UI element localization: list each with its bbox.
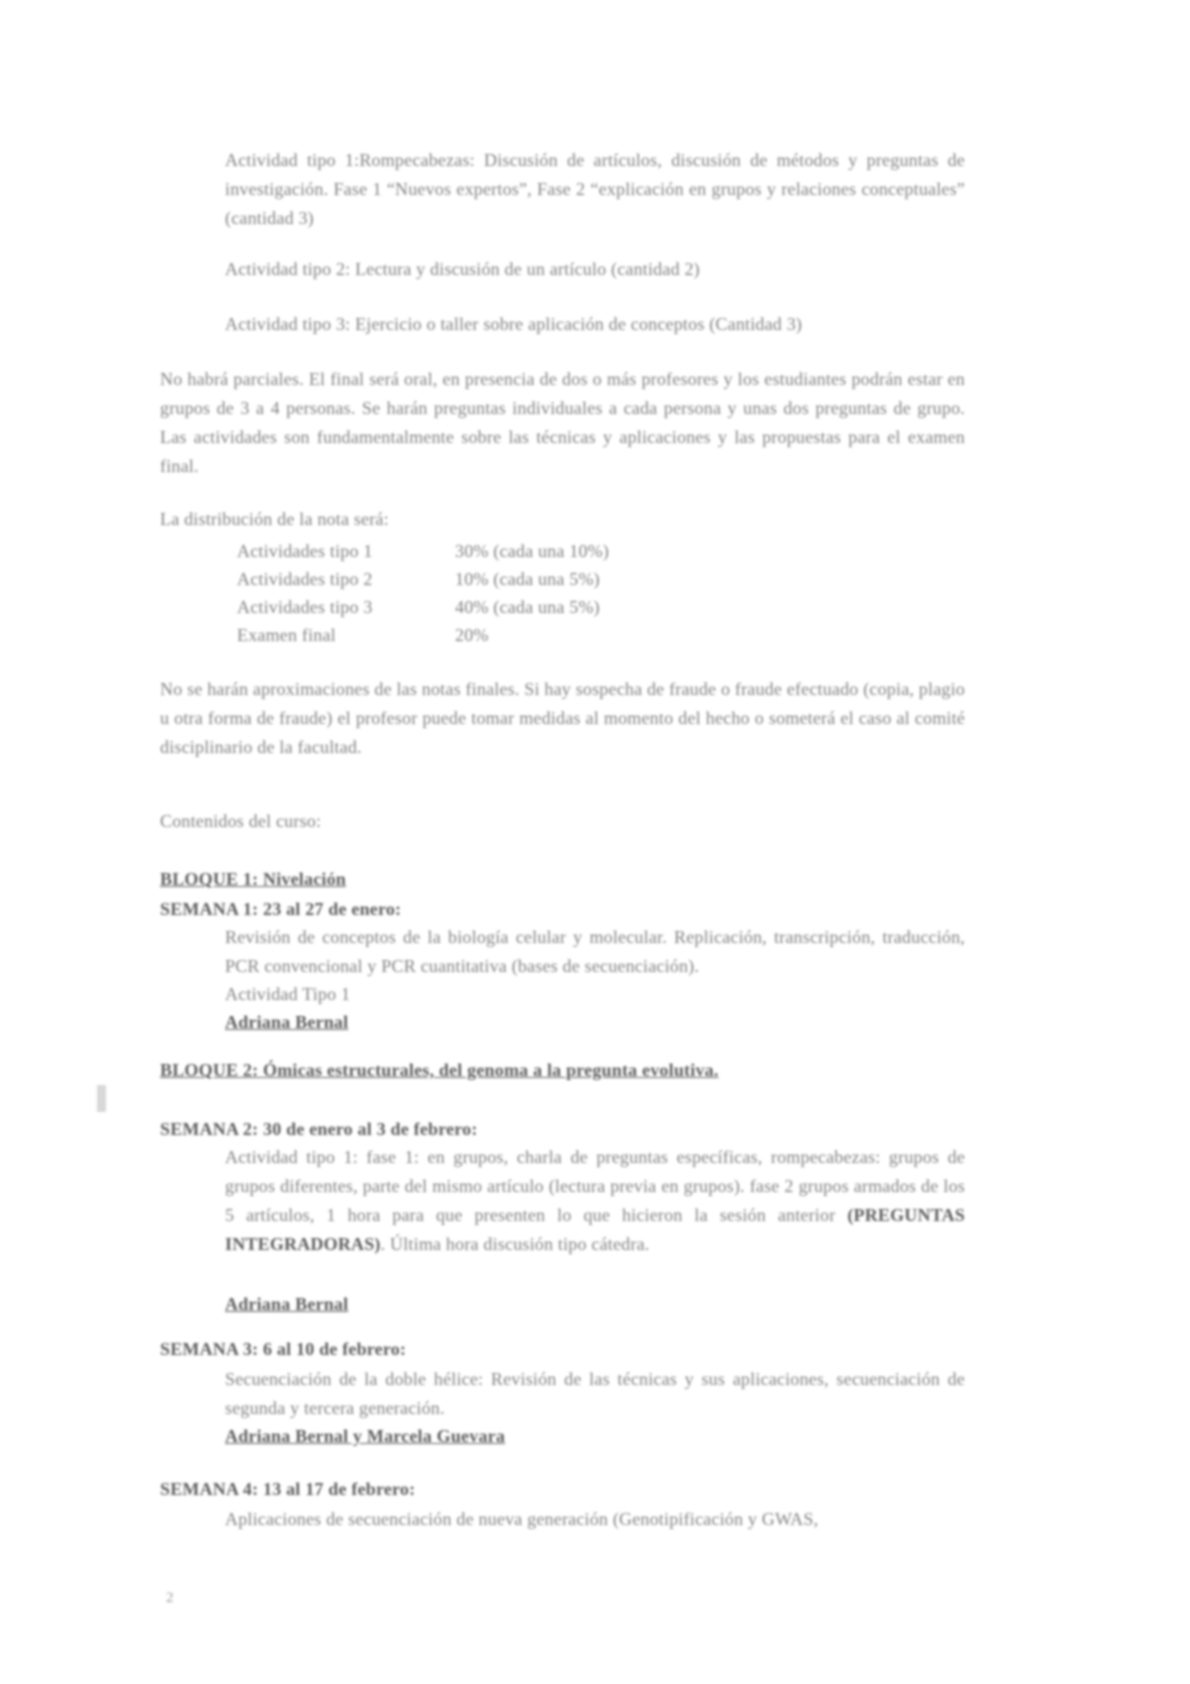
fraud-policy-paragraph: No se harán aproximaciones de las notas finales. Si hay sospecha de fraude o fraude efectuado (copia, plagio u otra forma de fraude) el profesor puede tomar medidas al momento del hecho o someterá el caso al comité disciplinario de la facultad. [160, 679, 965, 757]
grade-value: 30% (cada una 10%) [455, 541, 610, 561]
grade-row-final-exam [237, 621, 797, 650]
activity-type-1-paragraph: Actividad tipo 1:Rompecabezas: Discusión de artículos, discusión de métodos y preguntas de investigación. Fase 1 “Nuevos expertos”, Fase 2 “explicación en grupos y relaciones conceptuales” (cantidad 3) [225, 150, 965, 228]
semana-2-description [225, 1143, 965, 1259]
bloque-1-heading: BLOQUE 1: Nivelación [160, 869, 347, 889]
activity-type-3-paragraph: Actividad tipo 3: Ejercicio o taller sobre aplicación de conceptos (Cantidad 3) [225, 314, 803, 334]
grade-row-activities-2 [237, 565, 797, 594]
semana-1-heading: SEMANA 1: 23 al 27 de enero: [160, 899, 402, 919]
grade-label: Actividades tipo 2 [237, 569, 373, 589]
activity-type-2-paragraph: Actividad tipo 2: Lectura y discusión de un artículo (cantidad 2) [225, 259, 700, 279]
semana-2-description-tail: . Última hora discusión tipo cátedra. [380, 1234, 650, 1254]
grade-label: Actividades tipo 3 [237, 597, 373, 617]
bloque-2-heading: BLOQUE 2: Ómicas estructurales, del genoma a la pregunta evolutiva. [160, 1060, 719, 1080]
final-exam-paragraph: No habrá parciales. El final será oral, en presencia de dos o más profesores y los estudiantes podrán estar en grupos de 3 a 4 personas. Se harán preguntas individuales a cada persona y unas dos preguntas de grupo. Las actividades son fundamentalmente sobre las técnicas y aplicaciones y las propuestas para el examen final. [160, 369, 965, 476]
semana-3-instructor: Adriana Bernal y Marcela Guevara [225, 1426, 506, 1446]
semana-3-description: Secuenciación de la doble hélice: Revisión de las técnicas y sus aplicaciones, secuenciación de segunda y tercera generación. [225, 1369, 965, 1418]
grade-value: 20% [455, 625, 489, 645]
margin-mark [97, 1085, 106, 1112]
semana-2-heading: SEMANA 2: 30 de enero al 3 de febrero: [160, 1119, 478, 1139]
grade-value: 10% (cada una 5%) [455, 569, 600, 589]
grade-label: Actividades tipo 1 [237, 541, 373, 561]
semana-3-heading: SEMANA 3: 6 al 10 de febrero: [160, 1339, 407, 1359]
semana-4-heading: SEMANA 4: 13 al 17 de febrero: [160, 1479, 416, 1499]
grade-distribution-intro: La distribución de la nota será: [160, 509, 389, 529]
grade-value: 40% (cada una 5%) [455, 597, 600, 617]
semana-1-activity: Actividad Tipo 1 [225, 984, 351, 1004]
semana-2-instructor: Adriana Bernal [225, 1294, 349, 1314]
grade-row-activities-3 [237, 593, 797, 622]
preguntas-integradoras-bold: (PREGUNTAS INTEGRADORAS) [225, 1205, 965, 1254]
semana-1-instructor: Adriana Bernal [225, 1012, 349, 1032]
page-number: 2 [166, 1590, 174, 1606]
semana-4-description: Aplicaciones de secuenciación de nueva generación (Genotipificación y GWAS, [225, 1509, 819, 1529]
grade-row-activities-1 [237, 537, 797, 566]
semana-2-description-text: Actividad tipo 1: fase 1: en grupos, charla de preguntas específicas, rompecabezas: grupos de grupos diferentes, parte del mismo artículo (lectura previa en grupos). fase 2 grupos armados de los 5 artículos, 1 hora para que presenten lo que hicieron la sesión anterior [225, 1147, 965, 1225]
grade-label: Examen final [237, 625, 336, 645]
semana-1-description: Revisión de conceptos de la biología celular y molecular. Replicación, transcripción, traducción, PCR convencional y PCR cuantitativa (bases de secuenciación). [225, 927, 965, 976]
course-contents-title: Contenidos del curso: [160, 811, 322, 831]
